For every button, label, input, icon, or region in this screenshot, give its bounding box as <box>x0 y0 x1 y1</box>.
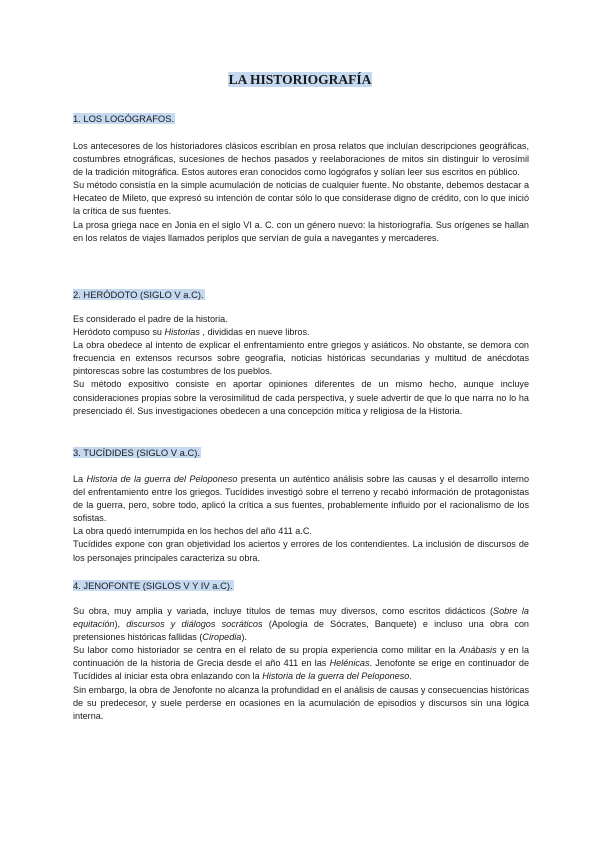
work-title: Sobre la equitación <box>73 606 529 630</box>
paragraph <box>73 644 529 683</box>
work-title: Helénicas <box>329 658 370 669</box>
section-heading-tucidides <box>73 447 201 459</box>
section-heading-text: 3. TUCÍDIDES (SIGLO V a.C). <box>73 447 200 458</box>
work-title: Historia de la guerra del Peloponeso <box>86 474 238 484</box>
text-run: . <box>409 671 412 682</box>
section-heading-text: 4. JENOFONTE (SIGLOS V Y IV a.C). <box>73 580 233 591</box>
paragraph: La obra quedó interrumpida en los hechos del año 411 a.C. <box>73 526 312 537</box>
text-run: presenta un auténtico análisis sobre las causas y el desarrollo interno del enfrentamiento entre los griegos. Tucídides investigó sobre el terreno y recabó información de protagonistas de la guerra, pero, sobre todo, aplicó la crítica a sus fuentes, probablemente influido por el racionalismo de los sofistas. <box>73 474 530 524</box>
text-run: Su obra, muy amplia y variada, incluye títulos de temas muy diversos, como escritos didácticos ( <box>73 606 494 616</box>
section-body-logografos <box>73 140 529 245</box>
paragraph: La obra obedece al intento de explicar el enfrentamiento entre griegos y asiáticos. No obstante, se demora con frecuencia en extensos recursos sobre geografía, noticias históricas secundarias y multitud de anécdotas pintorescas sobre las costumbres de los pueblos. <box>73 340 529 377</box>
section-body-tucidides <box>73 473 529 565</box>
section-heading-herodoto <box>73 289 205 301</box>
page-title <box>0 72 600 88</box>
paragraph <box>73 473 529 525</box>
text-run: ), <box>114 619 121 630</box>
text-run: y en la continuación de la historia de Grecia desde el año 411 en las <box>73 645 530 669</box>
text-run: Heródoto compuso su <box>73 327 162 338</box>
text-run: (Apología de Sócrates, Banquete) e incluso una obra con pretensiones históricas fallidas ( <box>73 619 529 643</box>
work-title: Historia de la guerra del Peloponeso <box>262 671 410 682</box>
paragraph: Sin embargo, la obra de Jenofonte no alcanza la profundidad en el análisis de causas y consecuencias históricas de su predecesor, y suele perderse en ocasiones en la acumulación de episodios y discursos sin una lógica interna. <box>73 684 529 721</box>
work-title: Anábasis <box>459 645 497 656</box>
section-body-herodoto <box>73 313 529 418</box>
text-run: ). <box>241 632 247 643</box>
section-heading-text: 2. HERÓDOTO (SIGLO V a.C). <box>73 289 204 300</box>
paragraph: Tucídides expone con gran objetividad los aciertos y errores de los contendientes. La inclusión de discursos de los personajes principales caracteriza su obra. <box>73 539 529 563</box>
paragraph: Los antecesores de los historiadores clásicos escribían en prosa relatos que incluían descripciones geográficas, costumbres etnográficas, sucesiones de hechos pasados y reelaboraciones de mitos sin distinguir lo verosímil de la tradición mitográfica. Estos autores eran conocidos como logógrafos y solían leer sus escritos en público. <box>73 141 529 178</box>
text-run: , divididas en nueve libros. <box>199 327 310 338</box>
text-run: . Jenofonte se erige en continuador de Tucídides al iniciar esta obra enlazando con la <box>73 658 530 682</box>
paragraph: Su método consistía en la simple acumulación de noticias de cualquier fuente. No obstante, debemos destacar a Hecateo de Mileto, que expresó su intención de contar sólo lo que considerase digno de crédito, con lo que inició la crítica de sus fuentes. <box>73 180 529 217</box>
paragraph: Su método expositivo consiste en aportar opiniones diferentes de un mismo hecho, aunque incluye consideraciones propias sobre la verosimilitud de cada perspectiva, y suele advertir de que lo que narra no lo ha presenciado él. Sus investigaciones obedecen a una concepción mítica y religiosa de la Historia. <box>73 379 529 416</box>
section-heading-text: 1. LOS LOGÓGRAFOS. <box>73 113 175 124</box>
text-run: La <box>73 474 84 484</box>
page-title-text: LA HISTORIOGRAFÍA <box>228 72 372 87</box>
work-title: Historias <box>164 327 200 338</box>
paragraph <box>73 605 529 644</box>
section-heading-jenofonte <box>73 580 234 592</box>
work-title: discursos y diálogos socráticos <box>126 619 263 630</box>
text-run: Su labor como historiador se centra en el relato de su propia experiencia como militar en la <box>73 645 456 656</box>
paragraph: La prosa griega nace en Jonia en el siglo VI a. C. con un género nuevo: la historiografía. Sus orígenes se hallan en los relatos de viajes llamados periplos que servían de guía a navegantes y mercaderes. <box>73 219 529 243</box>
paragraph <box>73 326 529 339</box>
paragraph: Es considerado el padre de la historia. <box>73 314 228 324</box>
work-title: Ciropedia <box>202 632 242 643</box>
section-heading-logografos <box>73 113 175 125</box>
section-body-jenofonte <box>73 605 529 723</box>
